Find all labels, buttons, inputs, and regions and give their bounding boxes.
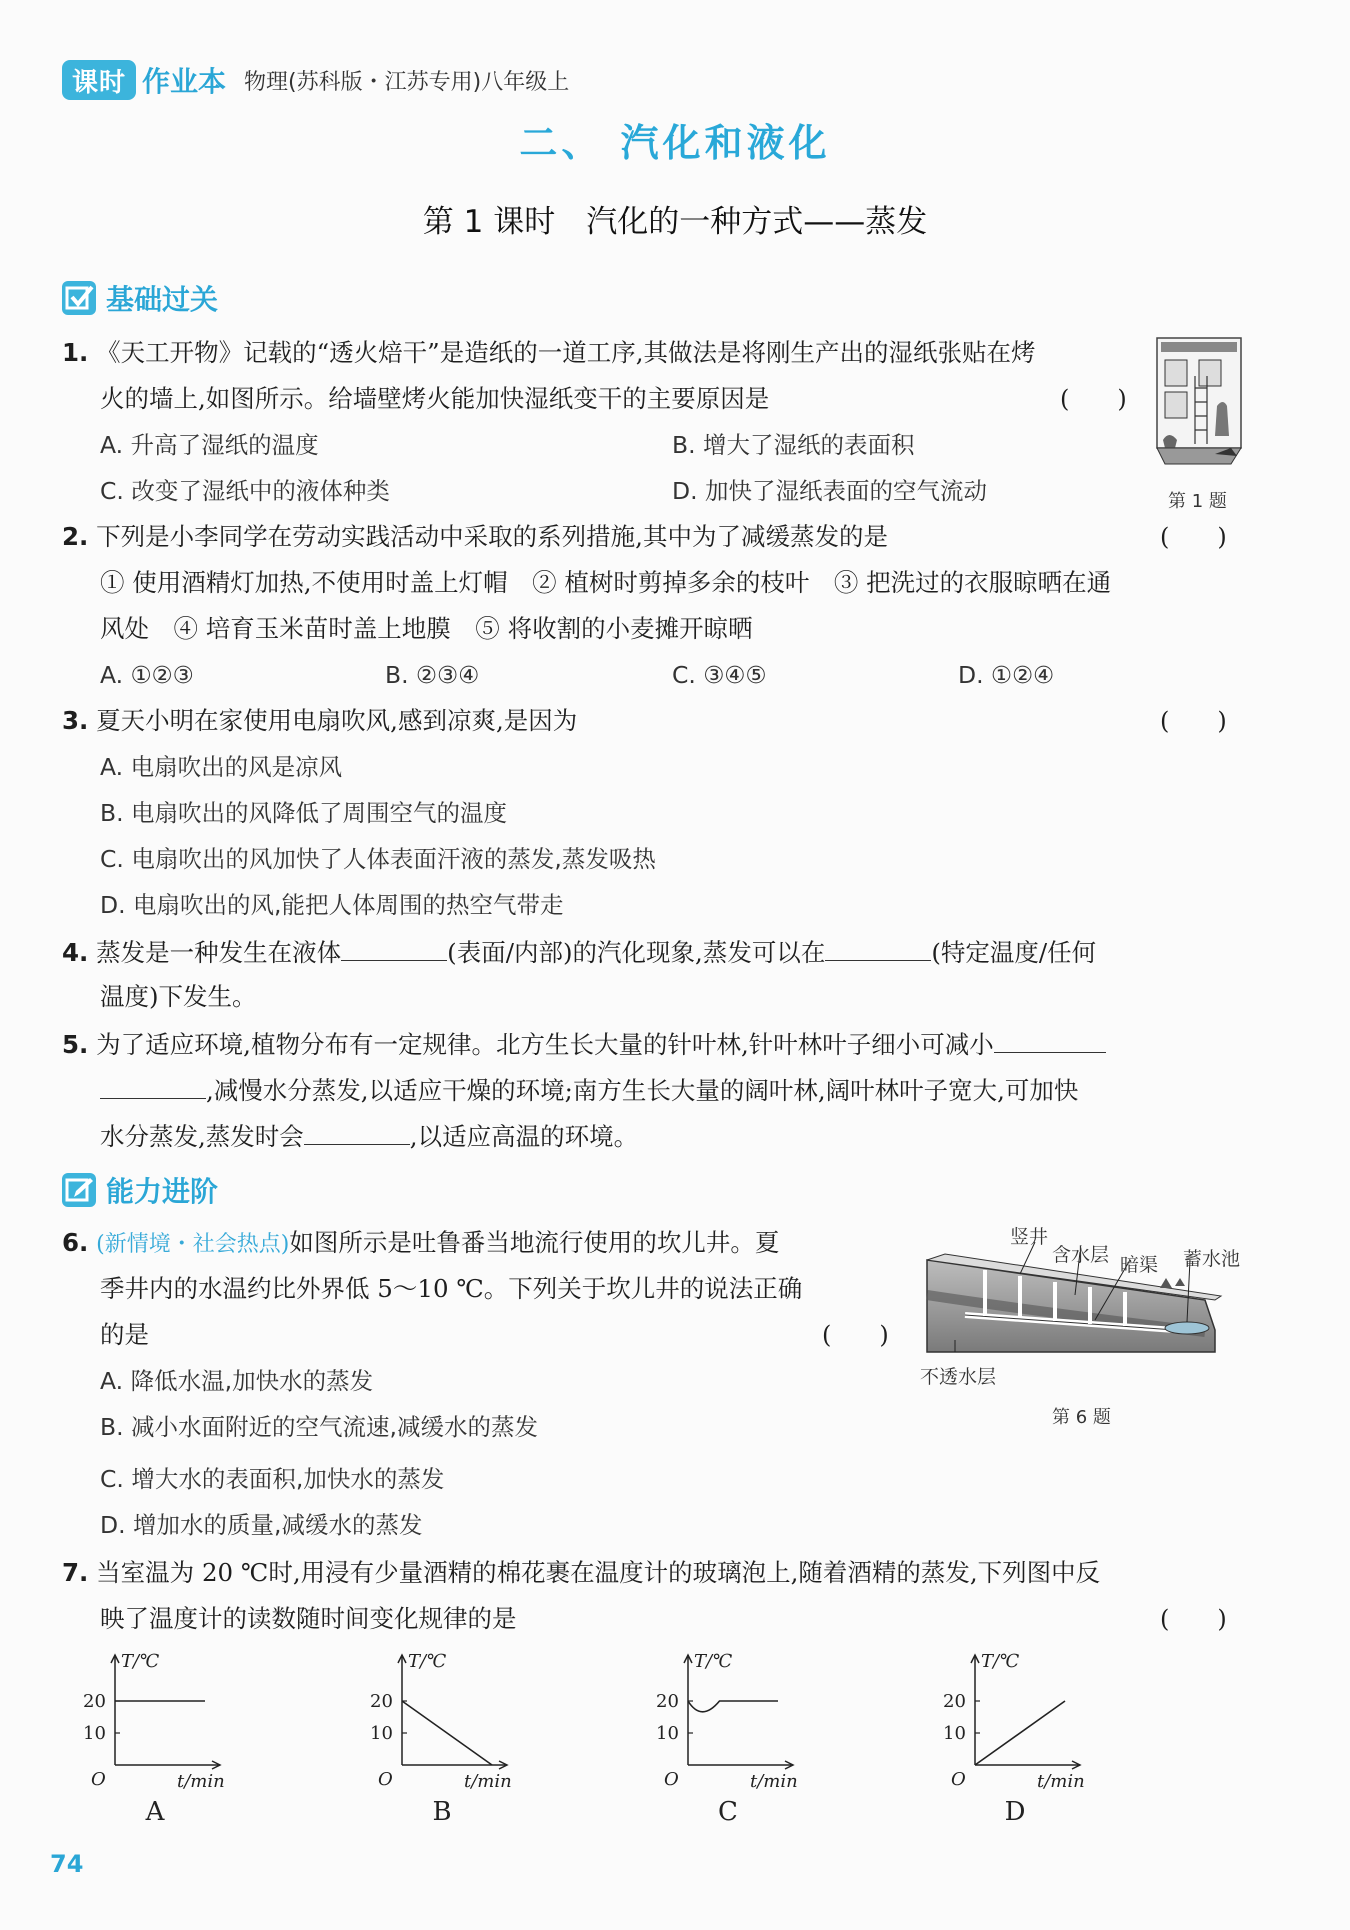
- graph-c-origin: O: [664, 1769, 679, 1790]
- lesson-title: 第 1 课时 汽化的一种方式——蒸发: [422, 204, 928, 240]
- graph-b-ylabel: T/℃: [408, 1651, 447, 1672]
- q1-option-c[interactable]: C. 改变了湿纸中的液体种类: [100, 477, 390, 505]
- q7-graphs: [0, 1645, 1350, 1830]
- graph-d-tick-label-10: 10: [943, 1723, 966, 1744]
- q6-option-a[interactable]: A. 降低水温,加快水的蒸发: [100, 1367, 374, 1395]
- q6-number: 6.: [62, 1228, 89, 1257]
- graph-b-origin: O: [378, 1769, 393, 1790]
- q6-label-aquifer: 含水层: [1052, 1244, 1110, 1266]
- q4-number: 4.: [62, 938, 89, 967]
- q5-line3: [100, 1118, 638, 1154]
- q6-option-b[interactable]: B. 减小水面附近的空气流速,减缓水的蒸发: [100, 1413, 539, 1441]
- graph-a-tick-label-20: 20: [83, 1691, 106, 1712]
- graph-d-xlabel: t/min: [1037, 1771, 1085, 1792]
- q1-paper-drying-illustration: [1155, 336, 1243, 476]
- q6-label-pool: 蓄水池: [1183, 1248, 1241, 1270]
- book-subtitle: 物理(苏科版・江苏专用)八年级上: [244, 69, 570, 95]
- q6-line1: [62, 1226, 779, 1262]
- pencil-icon: [62, 1173, 96, 1207]
- graph-b-xlabel: t/min: [464, 1771, 512, 1792]
- q1-line2: 火的墙上,如图所示。给墙壁烤火能加快湿纸变干的主要原因是: [100, 384, 770, 413]
- q3-option-a[interactable]: A. 电扇吹出的风是凉风: [100, 753, 343, 781]
- q3-text1: 夏天小明在家使用电扇吹风,感到凉爽,是因为: [96, 706, 578, 735]
- q1-number: 1.: [62, 338, 89, 367]
- q4-text2: (表面/内部)的汽化现象,蒸发可以在: [447, 938, 826, 967]
- graph-c-ylabel: T/℃: [694, 1651, 733, 1672]
- q6-label-channel: 暗渠: [1120, 1254, 1159, 1276]
- q4-line1: [62, 934, 1096, 970]
- q7-line2: 映了温度计的读数随时间变化规律的是: [100, 1604, 517, 1633]
- q2-number: 2.: [62, 522, 89, 551]
- q2-option-c[interactable]: C. ③④⑤: [672, 661, 767, 689]
- graph-b-curve: [402, 1701, 492, 1765]
- graph-c-curve: [688, 1701, 778, 1712]
- q6-answer-paren[interactable]: ( ): [822, 1321, 889, 1349]
- graph-a-origin: O: [91, 1769, 106, 1790]
- graph-b-tick-label-10: 10: [370, 1723, 393, 1744]
- graph-d-tick-label-20: 20: [943, 1691, 966, 1712]
- q2-option-b[interactable]: B. ②③④: [385, 661, 480, 689]
- q6-caption: 第 6 题: [1052, 1407, 1111, 1428]
- q7-answer-paren[interactable]: ( ): [1160, 1605, 1227, 1633]
- q2-text1: 下列是小李同学在劳动实践活动中采取的系列措施,其中为了减缓蒸发的是: [96, 522, 888, 551]
- page-number: 74: [50, 1850, 84, 1878]
- q6-label-shaft: 竖井: [1010, 1226, 1049, 1248]
- q2-option-a[interactable]: A. ①②③: [100, 661, 194, 689]
- page-header: [62, 58, 569, 102]
- q4-blank-2[interactable]: [825, 934, 931, 961]
- q6-label-impermeable: 不透水层: [920, 1366, 997, 1388]
- chapter-title: 二、 汽化和液化: [519, 121, 831, 165]
- q2-line2: ① 使用酒精灯加热,不使用时盖上灯帽 ② 植树时剪掉多余的枝叶 ③ 把洗过的衣服晾晒在通: [100, 568, 1112, 597]
- graph-d-curve: [975, 1701, 1065, 1765]
- graph-a-title: A: [145, 1797, 165, 1827]
- q4-line2: 温度)下发生。: [100, 982, 257, 1011]
- q1-caption: 第 1 题: [1168, 491, 1227, 512]
- q6-option-c[interactable]: C. 增大水的表面积,加快水的蒸发: [100, 1465, 445, 1493]
- q7-number: 7.: [62, 1558, 89, 1587]
- graph-c-tick-label-10: 10: [656, 1723, 679, 1744]
- q3-line1: [62, 704, 577, 738]
- q6-context-tag: (新情境・社会热点): [96, 1232, 290, 1257]
- q5-text3: 水分蒸发,蒸发时会: [100, 1122, 304, 1151]
- graph-c-xlabel: t/min: [750, 1771, 798, 1792]
- q5-text1: 为了适应环境,植物分布有一定规律。北方生长大量的针叶林,针叶林叶子细小可减小: [96, 1030, 994, 1059]
- q1-line1: [62, 336, 1036, 370]
- q1-answer-paren[interactable]: ( ): [1060, 385, 1127, 413]
- section-basic: [62, 278, 218, 318]
- q2-answer-paren[interactable]: ( ): [1160, 523, 1227, 551]
- q4-blank-1[interactable]: [341, 934, 447, 961]
- q3-option-c[interactable]: C. 电扇吹出的风加快了人体表面汗液的蒸发,蒸发吸热: [100, 845, 656, 873]
- q5-text4: ,以适应高温的环境。: [409, 1122, 639, 1151]
- graph-c-tick-label-20: 20: [656, 1691, 679, 1712]
- graph-c-title: C: [718, 1797, 738, 1827]
- section-basic-title: 基础过关: [106, 283, 219, 316]
- q5-blank-2[interactable]: [304, 1118, 410, 1145]
- q3-answer-paren[interactable]: ( ): [1160, 707, 1227, 735]
- q5-text2: ,减慢水分蒸发,以适应干燥的环境;南方生长大量的阔叶林,阔叶林叶子宽大,可加快: [206, 1076, 1079, 1105]
- q6-text1: 如图所示是吐鲁番当地流行使用的坎儿井。夏: [289, 1228, 780, 1257]
- brand-name: 作业本: [142, 65, 227, 98]
- q3-option-b[interactable]: B. 电扇吹出的风降低了周围空气的温度: [100, 799, 508, 827]
- graph-d-ylabel: T/℃: [981, 1651, 1020, 1672]
- q6-line3: 的是: [100, 1320, 149, 1349]
- q5-line2: [100, 1072, 1078, 1108]
- graph-d-origin: O: [951, 1769, 966, 1790]
- q5-blank-1b[interactable]: [100, 1072, 206, 1099]
- q1-text1: 《天工开物》记载的“透火焙干”是造纸的一道工序,其做法是将刚生产出的湿纸张贴在烤: [96, 338, 1036, 367]
- graph-a-ylabel: T/℃: [121, 1651, 160, 1672]
- q2-line1: [62, 520, 888, 554]
- q7-text1: 当室温为 20 ℃时,用浸有少量酒精的棉花裹在温度计的玻璃泡上,随着酒精的蒸发,下列图中反: [96, 1558, 1101, 1587]
- q4-text3: (特定温度/任何: [931, 938, 1097, 967]
- q5-number: 5.: [62, 1030, 89, 1059]
- q5-line1: [62, 1026, 1106, 1062]
- q5-blank-1a[interactable]: [994, 1026, 1106, 1053]
- q1-option-a[interactable]: A. 升高了湿纸的温度: [100, 431, 319, 459]
- brand-logo-box: 课时: [62, 60, 136, 100]
- q7-line1: [62, 1556, 1100, 1590]
- section-advanced-title: 能力进阶: [106, 1175, 219, 1208]
- checkmark-icon: [62, 281, 96, 315]
- section-advanced: [62, 1170, 218, 1210]
- q3-number: 3.: [62, 706, 89, 735]
- q6-option-d[interactable]: D. 增加水的质量,减缓水的蒸发: [100, 1511, 423, 1539]
- q1-option-d[interactable]: D. 加快了湿纸表面的空气流动: [672, 477, 988, 505]
- graph-d-title: D: [1004, 1797, 1026, 1827]
- q3-option-d[interactable]: D. 电扇吹出的风,能把人体周围的热空气带走: [100, 891, 564, 919]
- graph-a-tick-label-10: 10: [83, 1723, 106, 1744]
- graph-a-xlabel: t/min: [177, 1771, 225, 1792]
- graph-b-tick-label-20: 20: [370, 1691, 393, 1712]
- graph-b-title: B: [432, 1797, 452, 1827]
- q1-option-b[interactable]: B. 增大了湿纸的表面积: [672, 431, 915, 459]
- q6-line2: 季井内的水温约比外界低 5～10 ℃。下列关于坎儿井的说法正确: [100, 1274, 803, 1303]
- q2-option-d[interactable]: D. ①②④: [958, 661, 1055, 689]
- q4-text1: 蒸发是一种发生在液体: [96, 938, 342, 967]
- q2-line3: 风处 ④ 培育玉米苗时盖上地膜 ⑤ 将收割的小麦摊开晾晒: [100, 614, 753, 643]
